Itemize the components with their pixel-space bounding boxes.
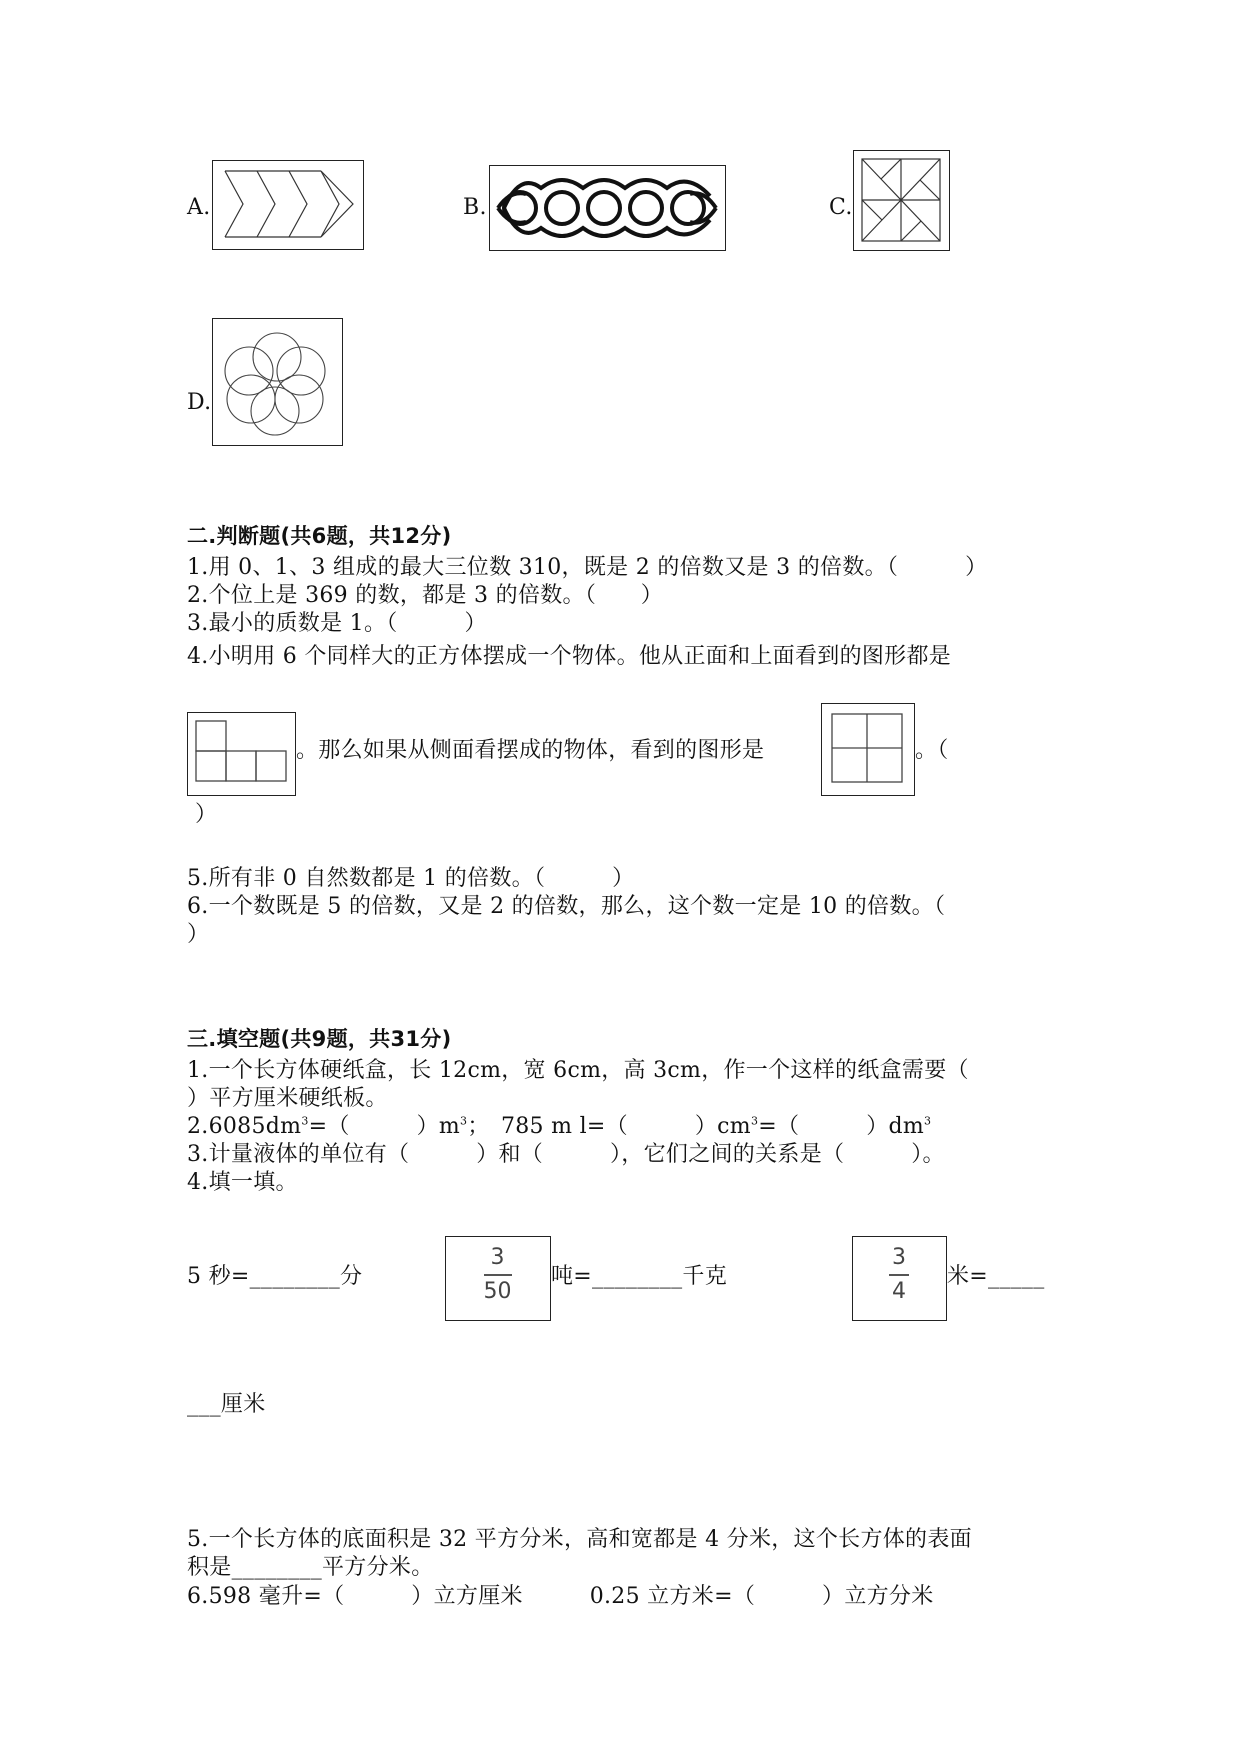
option-d-figure	[212, 318, 343, 446]
fraction1-numerator: 3	[490, 1245, 505, 1270]
fraction2-denominator: 4	[892, 1279, 906, 1304]
option-d-label: D.	[187, 390, 212, 415]
fraction1-denominator: 50	[483, 1279, 512, 1304]
q4-front-view-figure	[187, 712, 296, 796]
fraction-box-1	[445, 1236, 551, 1321]
fraction2-numerator: 3	[892, 1245, 906, 1270]
section3-q4-item3: 米=_____	[947, 1264, 1045, 1289]
rotating-circles-icon	[213, 319, 341, 444]
section3-q3: 3.计量液体的单位有（ ）和（ ），它们之间的关系是（ ）。	[187, 1142, 945, 1167]
section3-title: 三.填空题(共9题，共31分)	[187, 1027, 452, 1051]
option-a-label: A.	[187, 195, 211, 220]
option-c-figure	[853, 150, 950, 251]
section3-q4: 4.填一填。	[187, 1170, 298, 1195]
q2-sup-d: 3	[924, 1114, 932, 1128]
section3-q5-line1: 5.一个长方体的底面积是 32 平方分米，高和宽都是 4 分米，这个长方体的表面	[187, 1527, 972, 1552]
section3-q5-line2: 积是________平方分米。	[187, 1555, 434, 1580]
chevron-pattern-icon	[213, 161, 362, 248]
section2-q2: 2.个位上是 369 的数，都是 3 的倍数。（ ）	[187, 583, 664, 608]
q4-side-view-figure	[821, 703, 915, 796]
section2-q5: 5.所有非 0 自然数都是 1 的倍数。（ ）	[187, 866, 635, 891]
section2-q4-mid: 。那么如果从侧面看摆成的物体，看到的图形是	[296, 738, 765, 763]
option-a-figure	[212, 160, 364, 250]
option-c-label: C.	[829, 195, 853, 220]
section3-q4-item2: 吨=________千克	[551, 1264, 728, 1289]
section3-q1-line1: 1.一个长方体硬纸盒，长 12cm，宽 6cm，高 3cm，作一个这样的纸盒需要（	[187, 1058, 969, 1083]
fraction1-bar	[484, 1274, 512, 1276]
section2-q4-close: ）	[195, 802, 218, 827]
q2-sup-b: 3	[460, 1114, 468, 1128]
q2-part-c: ； 785 m l=（ ）cm	[467, 1114, 751, 1139]
q2-part-d: =（ ）dm	[758, 1114, 925, 1139]
circle-chain-icon	[490, 166, 724, 249]
option-b-figure	[489, 165, 726, 251]
q2-sup-c: 3	[750, 1114, 759, 1128]
section2-q4-end: 。（	[915, 738, 949, 763]
section2-q3: 3.最小的质数是 1。（ ）	[187, 611, 487, 636]
section3-q2	[187, 1113, 931, 1141]
section2-q4-line1: 4.小明用 6 个同样大的正方体摆成一个物体。他从正面和上面看到的图形都是	[187, 644, 952, 669]
grid-2x2-icon	[822, 704, 913, 794]
fraction-box-2	[852, 1236, 947, 1321]
q2-sup-a: 3	[301, 1114, 309, 1128]
q2-part-b: =（ ）m	[308, 1114, 461, 1139]
section2-q1: 1.用 0、1、3 组成的最大三位数 310，既是 2 的倍数又是 3 的倍数。（ ）	[187, 555, 988, 580]
option-b-label: B.	[463, 195, 487, 220]
section3-q4-item1: 5 秒=________分	[187, 1264, 363, 1289]
section2-title: 二.判断题(共6题，共12分)	[187, 524, 452, 548]
pinwheel-icon	[854, 151, 948, 249]
l-shape-squares-icon	[188, 713, 294, 794]
section3-q4-item3-cont: ___厘米	[187, 1392, 266, 1417]
section3-q1-line2: ）平方厘米硬纸板。	[187, 1086, 388, 1111]
section2-q6-line1: 6.一个数既是 5 的倍数，又是 2 的倍数，那么，这个数一定是 10 的倍数。（	[187, 894, 946, 919]
fraction2-bar	[889, 1274, 909, 1276]
q2-part-a: 2.6085dm	[187, 1114, 302, 1139]
section3-q6: 6.598 毫升=（ ）立方厘米 0.25 立方米=（ ）立方分米	[187, 1584, 934, 1609]
section2-q6-line2: ）	[187, 922, 210, 947]
